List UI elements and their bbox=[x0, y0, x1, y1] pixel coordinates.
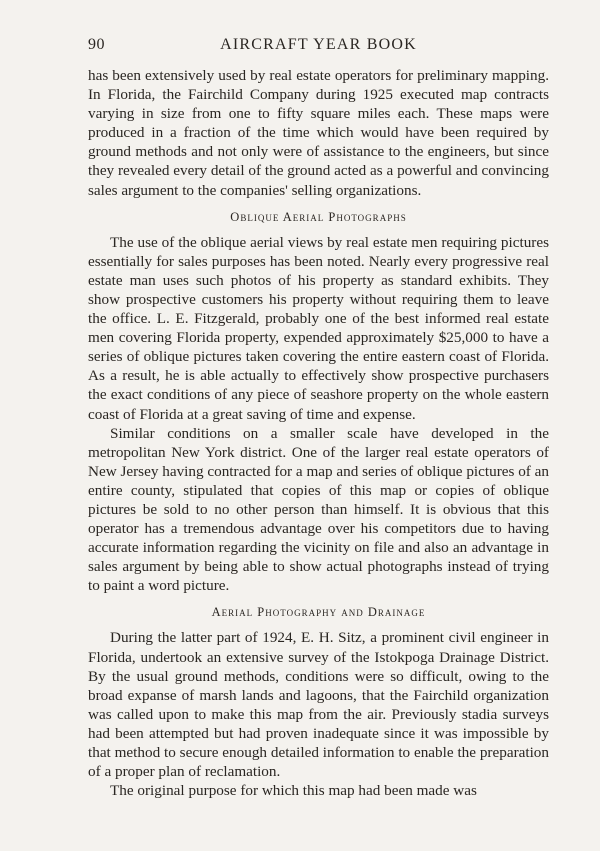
running-title: AIRCRAFT YEAR BOOK bbox=[220, 36, 417, 53]
page-number: 90 bbox=[88, 36, 105, 53]
paragraph-oblique-views: The use of the oblique aerial views by real estate men requiring pictures essentially for sales purposes has been noted. Nearly every progressive real estate man uses such photos of his property as standard exhibits. They show prospective customers his property without requiring them to leave the office. L. E. Fitzgerald, probably one of the best informed real estate men covering Florida property, expended approximately $25,000 to have a series of oblique pictures taken covering the entire eastern coast of Florida. As a result, he is able actually to effectively show prospective purchasers the exact conditions of any piece of seashore property on the whole eastern coast of Florida at a great saving of time and expense. bbox=[88, 233, 549, 423]
paragraph-original-purpose: The original purpose for which this map had been made was bbox=[110, 782, 477, 800]
page-header bbox=[88, 36, 549, 58]
paragraph-continued: has been extensively used by real estate operators for preliminary mapping. In Florida, the Fairchild Company during 1925 executed map contracts varying in size from one to fifty square miles each. These maps were produced in a fraction of the time which would have been required by ground methods and not only were of assistance to the engineers, but since they revealed every detail of the ground acted as a powerful and convincing sales argument to the companies' selling organizations. bbox=[88, 67, 549, 199]
section-heading-oblique: Oblique Aerial Photographs bbox=[230, 209, 407, 224]
paragraph-drainage: During the latter part of 1924, E. H. Sitz, a prominent civil engineer in Florida, undertook an extensive survey of the Istokpoga Drainage District. By the usual ground methods, conditions were so difficult, owing to the broad expanse of marsh lands and lagoons, that the Fairchild organization was called upon to make this map from the air. Previously stadia surveys had been attempted but had proven inadequate since it was impossible by that method to secure enough detailed information to enable the preparation of a proper plan of reclamation. bbox=[88, 629, 549, 781]
paragraph-new-york: Similar conditions on a smaller scale have developed in the metropolitan New York district. One of the larger real estate operators of New Jersey having contracted for a map and series of oblique pictures of an entire county, stipulated that copies of this map or copies of oblique pictures be sold to no other person than himself. It is obvious that this operator has a tremendous advantage over his competitors due to having accurate information regarding the vicinity on file and also an advantage in sales argument by being able to show actual photographs instead of trying to paint a word picture. bbox=[88, 424, 549, 595]
book-page bbox=[88, 36, 549, 800]
section-heading-drainage: Aerial Photography and Drainage bbox=[211, 605, 426, 620]
